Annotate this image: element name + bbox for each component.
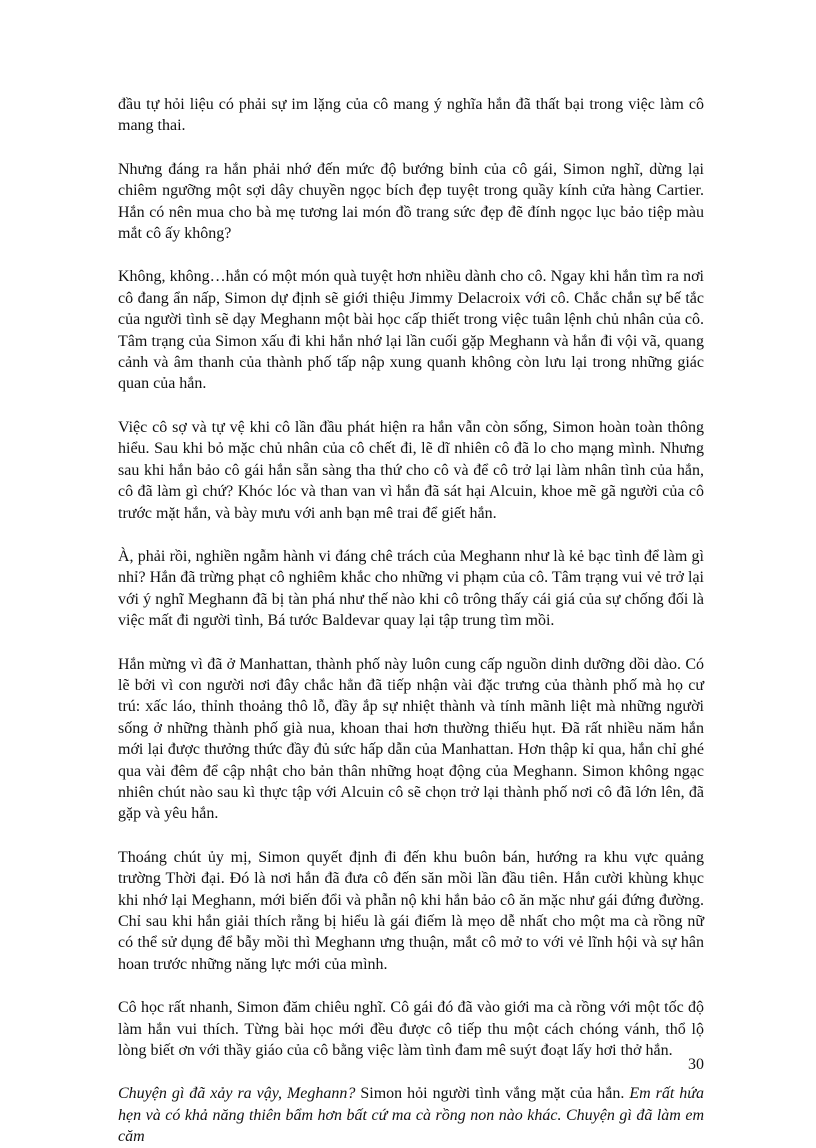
paragraph-4: Việc cô sợ và tự vệ khi cô lần đầu phát hiện ra hắn vẫn còn sống, Simon hoàn toàn thông hiểu. Sau khi bỏ mặc chủ nhân của cô chết đi, lẽ dĩ nhiên cô đã lo cho mạng mình. Nhưng sau khi hắn bảo cô gái hắn sẵn sàng tha thứ cho cô và để cô trở lại làm nhân tình của hắn, cô đã làm gì chứ? Khóc lóc và than van vì hắn đã sát hại Alcuin, khoe mẽ gã người của cô trước mặt hắn, và bày mưu với anh bạn mê trai để giết hắn. <box>118 418 704 522</box>
paragraph-7: Thoáng chút ủy mị, Simon quyết định đi đến khu buôn bán, hướng ra khu vực quảng trường Thời đại. Đó là nơi hắn đã đưa cô đến săn mồi lần đầu tiên. Hắn cười khùng khục khi nhớ lại Meghann, mới biến đổi và phẫn nộ khi hắn bảo cô ăn mặc như gái đứng đường. Chỉ sau khi hắn giải thích rằng bị hiểu là gái điếm là mẹo dễ nhất cho một ma cà rồng nữ có thể sử dụng để bẫy mồi thì Meghann ưng thuận, mắt cô mở to với vẻ lĩnh hội và sự hân hoan trước những năng lực mới của mình. <box>118 848 704 973</box>
narration-text: Simon hỏi người tình vắng mặt của hắn. <box>355 1085 630 1103</box>
paragraph-6: Hắn mừng vì đã ở Manhattan, thành phố này luôn cung cấp nguồn dinh dưỡng dồi dào. Có lẽ bởi vì con người nơi đây chắc hẳn đã tiếp nhận vài đặc trưng của thành phố mà họ cư trú: xấc láo, thỉnh thoảng thô lỗ, đầy ắp sự nhiệt thành và tính mãnh liệt mà những người sống ở những thành phố già nua, khoan thai hơn thường thiếu hụt. Đã rất nhiều năm hắn mới lại được thưởng thức đầy đủ sức hấp dẫn của Manhattan. Hơn thập kỉ qua, hắn chỉ ghé qua vài đêm để cập nhật cho bản thân những hoạt động của Meghann. Simon không ngạc nhiên chút nào sau kì thực tập với Alcuin cô sẽ chọn trở lại thành phố nơi cô đã lớn lên, đã gặp và yêu hắn. <box>118 655 704 823</box>
paragraph-1: đầu tự hỏi liệu có phải sự im lặng của cô mang ý nghĩa hắn đã thất bại trong việc làm cô mang thai. <box>118 96 704 135</box>
page-number: 30 <box>688 1056 704 1073</box>
paragraph-8: Cô học rất nhanh, Simon đăm chiêu nghĩ. Cô gái đó đã vào giới ma cà rồng với một tốc độ làm hắn vui thích. Từng bài học mới đều được cô tiếp thu một cách chóng vánh, thổ lộ lòng biết ơn với thầy giáo của cô bằng việc làm tình đam mê suýt đoạt lấy hơi thở hắn. <box>118 999 704 1060</box>
italic-thought: Chuyện gì đã xảy ra vậy, Meghann? <box>118 1085 356 1103</box>
paragraph-9 <box>118 1083 704 1147</box>
body-text <box>118 94 704 1148</box>
paragraph-5: À, phải rồi, nghiền ngẫm hành vi đáng chê trách của Meghann như là kẻ bạc tình để làm gì nhỉ? Hắn đã trừng phạt cô nghiêm khắc cho những vi phạm của cô. Tâm trạng vui vẻ trở lại với ý nghĩ Meghann đã bị tàn phá như thế nào khi cô trông thấy cái giá của sự chống đối là việc mất đi người tình, Bá tước Baldevar quay lại tập trung tìm mồi. <box>118 547 704 630</box>
italic-thought-continued: Em rất hứa hẹn và có khả năng thiên bẩm hơn bất cứ ma cà rồng non nào khác. Chuyện gì đã làm em căm <box>118 1085 704 1146</box>
paragraph-3: Không, không…hắn có một món quà tuyệt hơn nhiều dành cho cô. Ngay khi hắn tìm ra nơi cô đang ẩn nấp, Simon dự định sẽ giới thiệu Jimmy Delacroix với cô. Chắc chắn sự bế tắc của người tình sẽ dạy Meghann một bài học cấp thiết trong việc tuân lệnh chủ nhân của cô. Tâm trạng của Simon xấu đi khi hắn nhớ lại lần cuối gặp Meghann và hắn đi vội vã, quang cảnh và âm thanh của thành phố tấp nập xung quanh không còn lưu lại trong những giác quan của hắn. <box>118 268 704 393</box>
paragraph-2: Nhưng đáng ra hắn phải nhớ đến mức độ bướng bỉnh của cô gái, Simon nghĩ, dừng lại chiêm ngưỡng một sợi dây chuyền ngọc bích đẹp tuyệt trong quầy kính cửa hàng Cartier. Hắn có nên mua cho bà mẹ tương lai món đồ trang sức đẹp đẽ đính ngọc lục bảo tiệp màu mắt cô ấy không? <box>118 160 704 243</box>
